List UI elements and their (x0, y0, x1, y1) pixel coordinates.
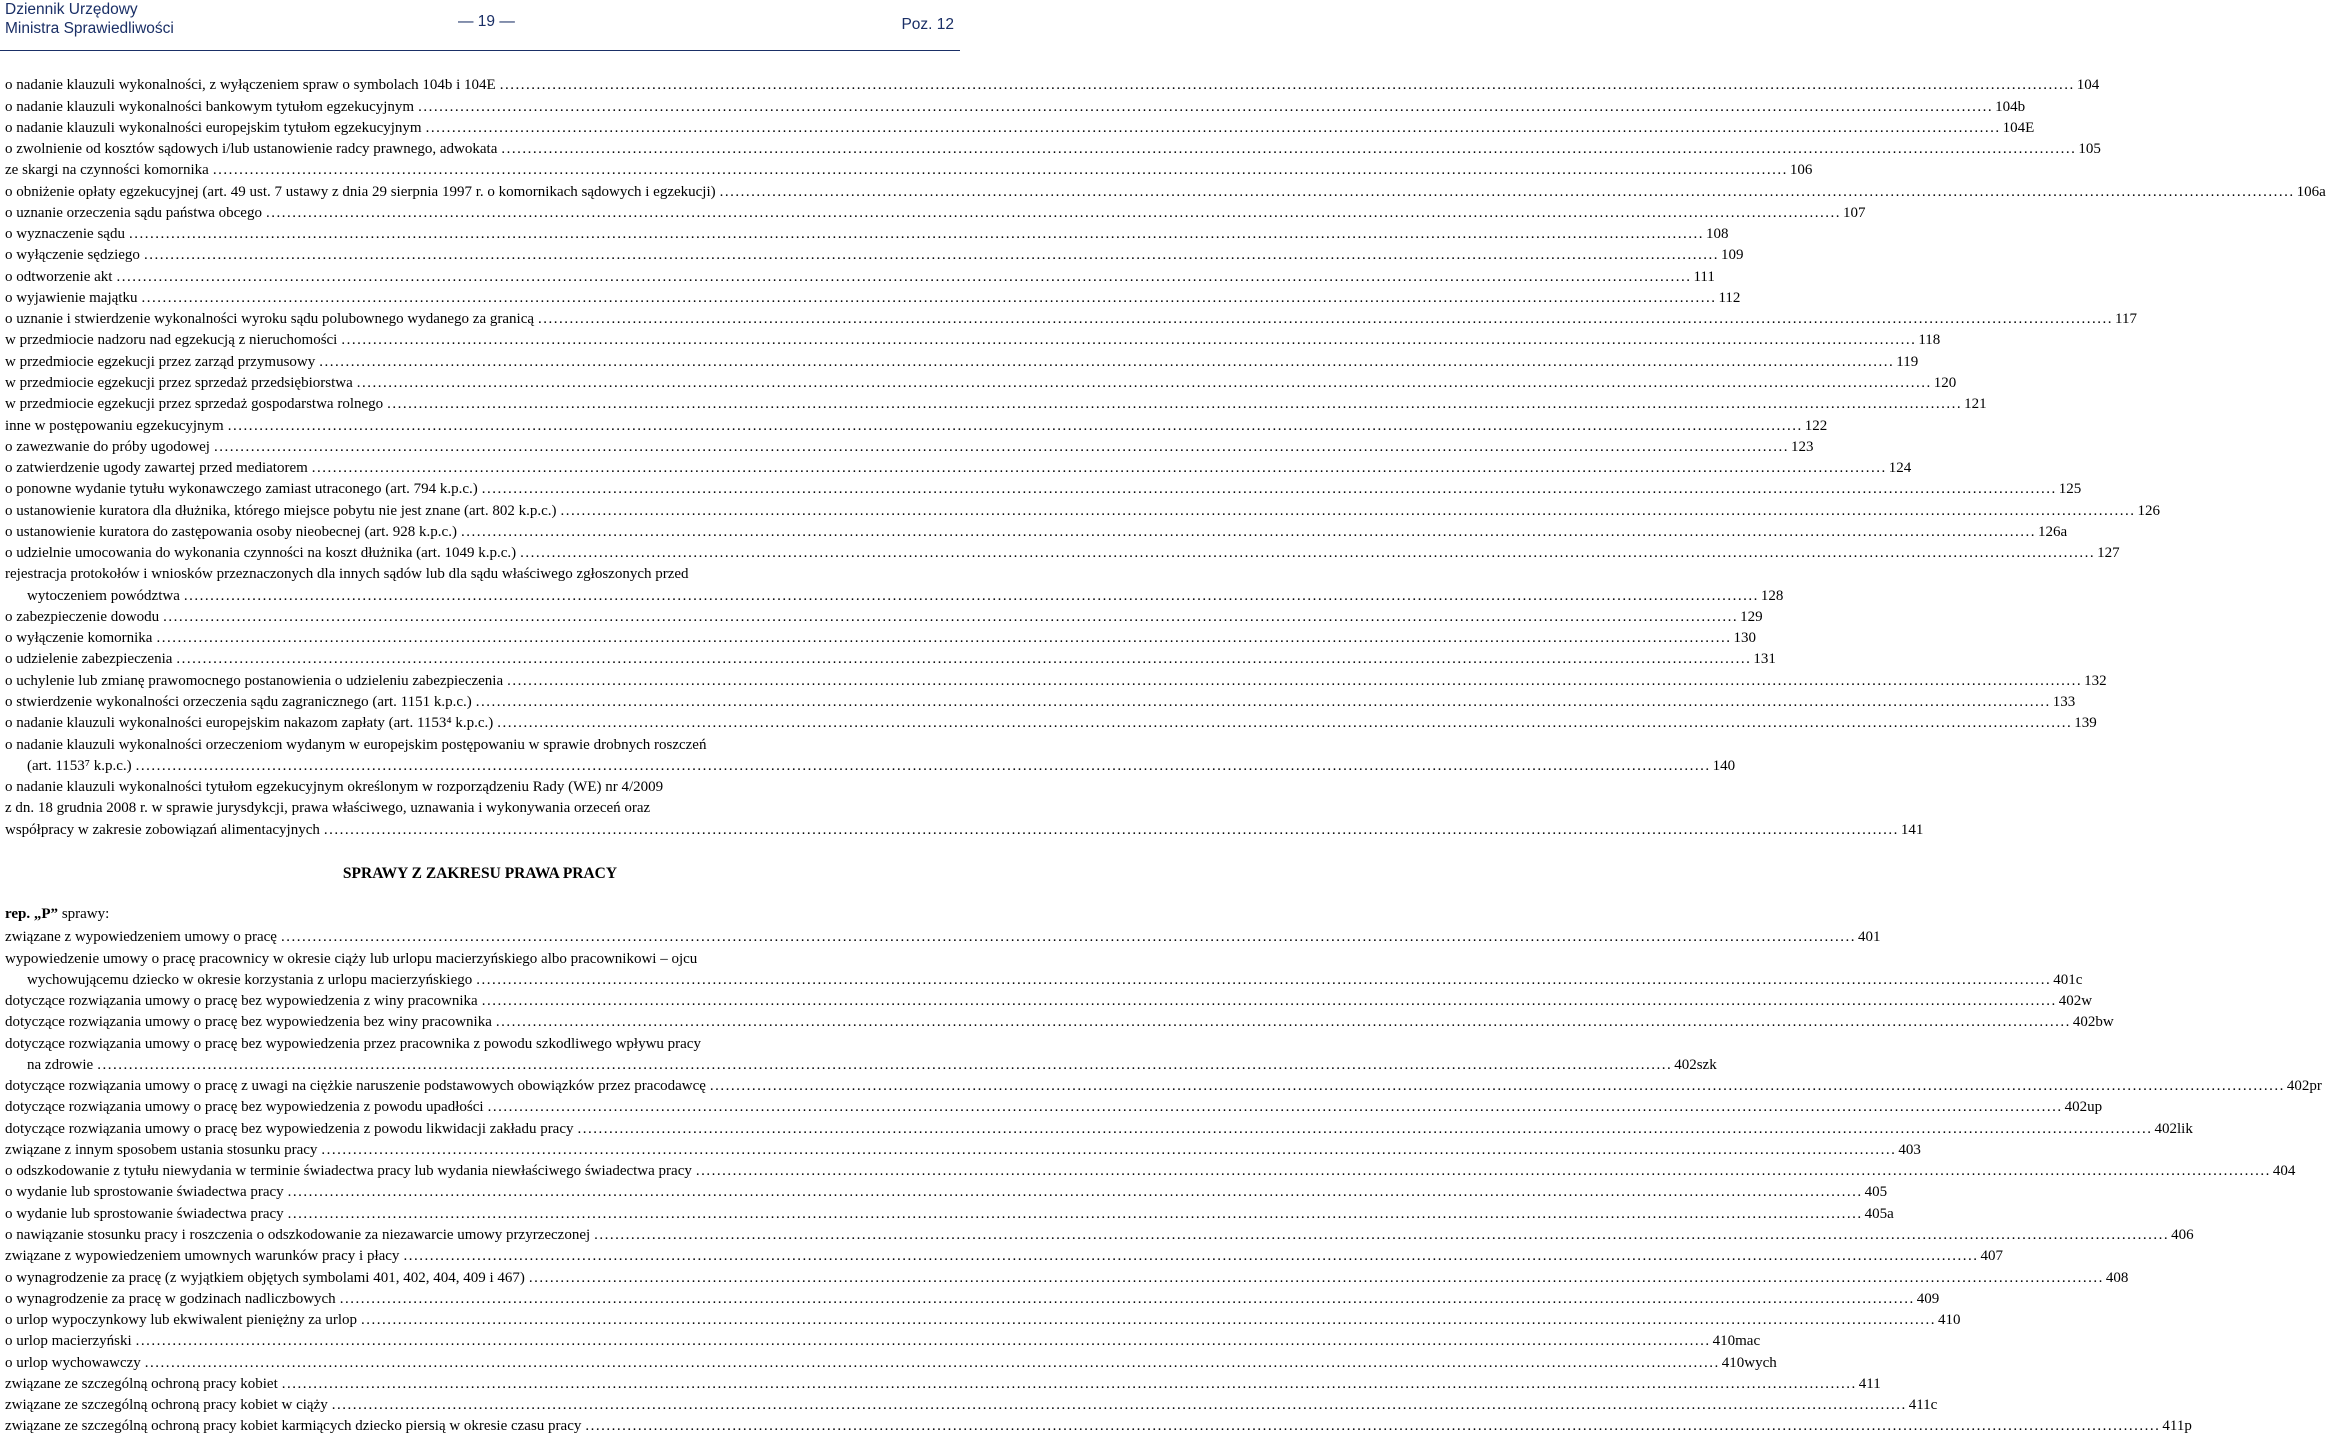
entry-symbol: 402w (2058, 993, 2093, 1010)
entry-lead-text: o nadanie klauzuli wykonalności orzeczeniom wydanym w europejskim postępowaniu w sprawie drobnych roszczeń (5, 736, 707, 753)
dot-leader: ............................................................................................................................................................................................................................................................................................................ (481, 993, 2057, 1010)
toc-entry (0, 714, 2097, 735)
dot-leader: ............................................................................................................................................................................................................................................................................................................ (163, 608, 1739, 625)
entry-symbol: 122 (1804, 417, 1828, 434)
entry-description: dotyczące rozwiązania umowy o pracę z uwagi na ciężkie naruszenie podstawowych obowiązków przez pracodawcę (5, 1078, 706, 1095)
dot-leader: ............................................................................................................................................................................................................................................................................................................ (287, 1205, 1863, 1222)
entry-description: o wydanie lub sprostowanie świadectwa pracy (5, 1205, 284, 1222)
dot-leader: ............................................................................................................................................................................................................................................................................................................ (528, 1269, 2104, 1286)
toc-entry (0, 289, 1741, 310)
entry-symbol: 127 (2097, 545, 2120, 562)
repertory-symbol: „P” (33, 906, 59, 922)
entry-description: o zwolnienie od kosztów sądowych i/lub ustanowienie radcy prawnego, adwokata (5, 141, 498, 158)
entry-symbol: 104b (1995, 98, 2026, 115)
toc-entry (0, 310, 2137, 331)
entry-description: o urlop wychowawczy (5, 1354, 141, 1371)
toc-entry (0, 1183, 1888, 1204)
entry-symbol: 121 (1964, 396, 1987, 413)
dot-leader: ............................................................................................................................................................................................................................................................................................................ (594, 1226, 2170, 1243)
repertory-prefix: rep. (5, 906, 31, 922)
toc-entry (0, 1162, 2296, 1183)
entry-description: wytoczeniem powództwa (27, 587, 180, 604)
entry-description: o obniżenie opłaty egzekucyjnej (art. 49 ust. 7 ustawy z dnia 29 sierpnia 1997 r. o komornikach sądowych i egzekucji) (5, 183, 716, 200)
dot-leader: ............................................................................................................................................................................................................................................................................................................ (183, 587, 1759, 604)
entry-symbol: 411c (1908, 1397, 1938, 1414)
entry-symbol: 119 (1896, 353, 1919, 370)
entry-symbol: 402up (2064, 1099, 2103, 1116)
entry-symbol: 109 (1720, 247, 1744, 264)
toc-entry (0, 267, 1715, 288)
entry-lead-text: z dn. 18 grudnia 2008 r. w sprawie jurysdykcji, prawa właściwego, uznawania i wykonywania orzeceń oraz (5, 800, 651, 817)
dot-leader: ............................................................................................................................................................................................................................................................................................................ (497, 715, 2073, 732)
entry-description: dotyczące rozwiązania umowy o pracę bez wypowiedzenia z powodu upadłości (5, 1099, 484, 1116)
section-title: SPRAWY Z ZAKRESU PRAWA PRACY (342, 865, 618, 882)
dot-leader: ............................................................................................................................................................................................................................................................................................................ (212, 162, 1788, 179)
toc-entry (0, 1332, 1761, 1353)
toc-entry (0, 544, 2120, 565)
entry-description: o ustanowienie kuratora dla dłużnika, którego miejsce pobytu nie jest znane (art. 802 k.p.c.) (5, 502, 557, 519)
entry-description: związane z wypowiedzeniem umowy o pracę (5, 929, 277, 946)
dot-leader: ............................................................................................................................................................................................................................................................................................................ (144, 1354, 1720, 1371)
entry-description: (art. 1153⁷ k.p.c.) (27, 757, 132, 774)
dot-leader: ............................................................................................................................................................................................................................................................................................................ (475, 693, 2051, 710)
toc-entry (0, 438, 1814, 459)
dot-leader: ............................................................................................................................................................................................................................................................................................................ (135, 1333, 1711, 1350)
entry-symbol: 126 (2137, 502, 2160, 519)
toc-entry (0, 1141, 1921, 1162)
toc-entry (0, 1204, 1894, 1225)
dot-leader: ............................................................................................................................................................................................................................................................................................................ (719, 183, 2295, 200)
toc-entry (0, 1417, 2192, 1438)
dot-leader: ............................................................................................................................................................................................................................................................................................................ (501, 141, 2077, 158)
entry-description: o nadanie klauzuli wykonalności bankowym tytułom egzekucyjnym (5, 98, 415, 115)
toc-entry (0, 1268, 2129, 1289)
entry-description: związane ze szczególną ochroną pracy kobiet w ciąży (5, 1397, 328, 1414)
entry-description: o wydanie lub sprostowanie świadectwa pracy (5, 1184, 284, 1201)
toc-entry (0, 757, 1736, 778)
dot-leader: ............................................................................................................................................................................................................................................................................................................ (476, 971, 2052, 988)
entry-symbol: 402pr (2286, 1078, 2322, 1095)
page-header (0, 0, 960, 50)
entry-symbol: 126a (2037, 523, 2068, 540)
toc-entry (0, 1077, 2322, 1098)
entry-description: o udzielenie zabezpieczenia (5, 651, 173, 668)
entry-lead-text: rejestracja protokołów i wniosków przeznaczonych dla innych sądów lub dla sądu właściwego zgłoszonych przed (5, 566, 689, 583)
toc-entry (0, 1396, 1938, 1417)
dot-leader: ............................................................................................................................................................................................................................................................................................................ (321, 1141, 1897, 1158)
toc-entry (0, 182, 2326, 203)
toc-entry (0, 671, 2107, 692)
dot-leader: ............................................................................................................................................................................................................................................................................................................ (265, 204, 1841, 221)
toc-entry (0, 97, 2026, 118)
toc-entry-continued (0, 1034, 960, 1055)
entry-description: w przedmiocie egzekucji przez zarząd przymusowy (5, 353, 316, 370)
entry-symbol: 124 (1888, 460, 1912, 477)
toc-entry (0, 992, 2093, 1013)
toc-entry (0, 608, 1763, 629)
entry-description: w przedmiocie egzekucji przez sprzedaż gospodarstwa rolnego (5, 396, 384, 413)
toc-entry (0, 331, 1941, 352)
entry-symbol: 125 (2058, 481, 2082, 498)
toc-entry (0, 161, 1813, 182)
entry-symbol: 132 (2084, 672, 2107, 689)
dot-leader: ............................................................................................................................................................................................................................................................................................................ (143, 247, 1719, 264)
dot-leader: ............................................................................................................................................................................................................................................................................................................ (311, 460, 1887, 477)
dot-leader: ............................................................................................................................................................................................................................................................................................................ (538, 311, 2114, 328)
entry-symbol: 410mac (1712, 1333, 1761, 1350)
dot-leader: ............................................................................................................................................................................................................................................................................................................ (97, 1056, 1673, 1073)
entry-symbol: 410wych (1721, 1354, 1777, 1371)
journal-masthead (5, 0, 174, 38)
entry-description: o wynagrodzenie za pracę w godzinach nadliczbowych (5, 1290, 336, 1307)
entry-description: o nadanie klauzuli wykonalności europejskim tytułom egzekucyjnym (5, 119, 422, 136)
entry-symbol: 117 (2115, 311, 2137, 328)
journal-title: Dziennik Urzędowy (5, 1, 138, 18)
entry-symbol: 408 (2105, 1269, 2129, 1286)
dot-leader: ............................................................................................................................................................................................................................................................................................................ (560, 502, 2136, 519)
toc-entry (0, 523, 2068, 544)
toc-entry (0, 352, 1919, 373)
entry-symbol: 402szk (1674, 1056, 1717, 1073)
entry-description: o odszkodowanie z tytułu niewydania w terminie świadectwa pracy lub wydania niewłaściwego świadectwa pracy (5, 1163, 692, 1180)
dot-leader: ............................................................................................................................................................................................................................................................................................................ (695, 1163, 2271, 1180)
entry-symbol: 401 (1857, 929, 1881, 946)
dot-leader: ............................................................................................................................................................................................................................................................................................................ (520, 545, 2096, 562)
toc-entry (0, 1290, 1940, 1311)
entry-description: dotyczące rozwiązania umowy o pracę bez wypowiedzenia bez winy pracownika (5, 1014, 492, 1031)
entry-symbol: 133 (2052, 693, 2076, 710)
entry-symbol: 141 (1900, 821, 1924, 838)
toc-entry (0, 480, 2082, 501)
toc-entry (0, 119, 2035, 140)
entry-symbol: 120 (1933, 374, 1957, 391)
dot-leader: ............................................................................................................................................................................................................................................................................................................ (141, 289, 1717, 306)
entry-description: na zdrowie (27, 1056, 94, 1073)
entry-symbol: 111 (1693, 268, 1715, 285)
entry-description: wychowującemu dziecko w okresie korzystania z urlopu macierzyńskiego (27, 971, 473, 988)
entry-symbol: 106 (1789, 162, 1813, 179)
entry-symbol: 405a (1864, 1205, 1894, 1222)
entry-symbol: 118 (1918, 332, 1941, 349)
repertory-label (5, 906, 109, 923)
toc-entry-continued (0, 565, 960, 586)
toc-entry (0, 459, 1912, 480)
entry-description: w przedmiocie egzekucji przez sprzedaż przedsiębiorstwa (5, 374, 353, 391)
case-symbol-list (0, 76, 2326, 842)
dot-leader: ............................................................................................................................................................................................................................................................................................................ (361, 1312, 1936, 1329)
toc-entry (0, 1098, 2103, 1119)
entry-description: o wynagrodzenie za pracę (z wyjątkiem objętych symbolami 401, 402, 404, 409 i 467) (5, 1269, 525, 1286)
toc-entry-continued (0, 799, 960, 820)
entry-description: współpracy w zakresie zobowiązań alimentacyjnych (5, 821, 320, 838)
entry-symbol: 105 (2078, 141, 2101, 158)
ministry-name: Ministra Sprawiedliwości (5, 20, 174, 37)
entry-description: o wyznaczenie sądu (5, 226, 125, 243)
entry-symbol: 409 (1916, 1290, 1940, 1307)
repertory-suffix: sprawy: (61, 906, 110, 922)
entry-symbol: 128 (1760, 587, 1784, 604)
entry-description: o odtworzenie akt (5, 268, 113, 285)
entry-description: o uznanie i stwierdzenie wykonalności wyroku sądu polubownego wydanego za granicą (5, 311, 535, 328)
entry-description: o zabezpieczenie dowodu (5, 608, 160, 625)
dot-leader: ............................................................................................................................................................................................................................................................................................................ (323, 821, 1899, 838)
toc-entry (0, 140, 2101, 161)
entry-description: związane ze szczególną ochroną pracy kobiet (5, 1375, 278, 1392)
entry-description: o nadanie klauzuli wykonalności, z wyłączeniem spraw o symbolach 104b i 104E (5, 77, 496, 94)
entry-symbol: 106a (2296, 183, 2326, 200)
toc-entry (0, 1311, 1961, 1332)
entry-symbol: 108 (1705, 226, 1729, 243)
entry-description: o nawiązanie stosunku pracy i roszczenia o odszkodowanie za niezawarcie umowy przyrzeczonej (5, 1226, 591, 1243)
header-divider (0, 50, 960, 51)
entry-description: o wyłączenie komornika (5, 630, 153, 647)
entry-symbol: 130 (1733, 630, 1756, 647)
entry-description: inne w postępowaniu egzekucyjnym (5, 417, 224, 434)
entry-symbol: 104 (2076, 77, 2100, 94)
entry-symbol: 407 (1980, 1248, 2003, 1265)
toc-entry (0, 1247, 2003, 1268)
entry-symbol: 104E (2002, 119, 2035, 136)
dot-leader: ............................................................................................................................................................................................................................................................................................................ (356, 374, 1932, 391)
entry-symbol: 402lik (2154, 1120, 2193, 1137)
toc-entry (0, 225, 1729, 246)
entry-description: w przedmiocie nadzoru nad egzekucją z nieruchomości (5, 332, 338, 349)
toc-entry-continued (0, 778, 960, 799)
entry-symbol: 123 (1790, 438, 1814, 455)
toc-entry (0, 501, 2160, 522)
dot-leader: ............................................................................................................................................................................................................................................................................................................ (341, 332, 1917, 349)
entry-symbol: 129 (1740, 608, 1763, 625)
toc-entry (0, 650, 1776, 671)
entry-symbol: 404 (2272, 1163, 2296, 1180)
dot-leader: ............................................................................................................................................................................................................................................................................................................ (487, 1099, 2063, 1116)
toc-entry (0, 1353, 1777, 1374)
toc-entry (0, 820, 1924, 841)
entry-symbol: 403 (1898, 1141, 1921, 1158)
entry-description: o wyłączenie sędziego (5, 247, 140, 264)
position-number: Poz. 12 (901, 16, 954, 33)
dot-leader: ............................................................................................................................................................................................................................................................................................................ (709, 1078, 2285, 1095)
dot-leader: ............................................................................................................................................................................................................................................................................................................ (213, 438, 1789, 455)
toc-entry (0, 246, 1744, 267)
entry-description: o uchylenie lub zmianę prawomocnego postanowienia o udzieleniu zabezpieczenia (5, 672, 504, 689)
entry-description: o stwierdzenie wykonalności orzeczenia sądu zagranicznego (art. 1151 k.p.c.) (5, 693, 472, 710)
entry-description: związane z innym sposobem ustania stosunku pracy (5, 1141, 318, 1158)
entry-symbol: 406 (2171, 1226, 2194, 1243)
dot-leader: ............................................................................................................................................................................................................................................................................................................ (128, 226, 1704, 243)
page-number: — 19 — (458, 13, 515, 30)
dot-leader: ............................................................................................................................................................................................................................................................................................................ (176, 651, 1752, 668)
dot-leader: ............................................................................................................................................................................................................................................................................................................ (281, 1375, 1857, 1392)
dot-leader: ............................................................................................................................................................................................................................................................................................................ (135, 757, 1711, 774)
toc-entry (0, 204, 1866, 225)
entry-description: związane z wypowiedzeniem umownych warunków pracy i płacy (5, 1248, 400, 1265)
dot-leader: ............................................................................................................................................................................................................................................................................................................ (507, 672, 2083, 689)
toc-entry (0, 76, 2100, 97)
toc-entry (0, 395, 1987, 416)
entry-description: związane ze szczególną ochroną pracy kobiet karmiących dziecko piersią w okresie czasu pracy (5, 1418, 582, 1435)
entry-description: dotyczące rozwiązania umowy o pracę bez wypowiedzenia z powodu likwidacji zakładu pracy (5, 1120, 574, 1137)
dot-leader: ............................................................................................................................................................................................................................................................................................................ (495, 1014, 2071, 1031)
entry-symbol: 402bw (2072, 1014, 2114, 1031)
entry-symbol: 410 (1938, 1312, 1961, 1329)
entry-symbol: 139 (2074, 715, 2097, 732)
dot-leader: ............................................................................................................................................................................................................................................................................................................ (319, 353, 1895, 370)
dot-leader: ............................................................................................................................................................................................................................................................................................................ (387, 396, 1963, 413)
dot-leader: ............................................................................................................................................................................................................................................................................................................ (481, 481, 2057, 498)
entry-description: o ponowne wydanie tytułu wykonawczego zamiast utraconego (art. 794 k.p.c.) (5, 481, 478, 498)
entry-symbol: 107 (1842, 204, 1866, 221)
toc-entry (0, 971, 2083, 992)
entry-description: o nadanie klauzuli wykonalności europejskim nakazom zapłaty (art. 1153⁴ k.p.c.) (5, 715, 494, 732)
entry-description: o urlop wypoczynkowy lub ekwiwalent pieniężny za urlop (5, 1312, 357, 1329)
entry-symbol: 140 (1712, 757, 1736, 774)
dot-leader: ............................................................................................................................................................................................................................................................................................................ (280, 929, 1856, 946)
entry-description: o udzielnie umocowania do wykonania czynności na koszt dłużnika (art. 1049 k.p.c.) (5, 545, 517, 562)
dot-leader: ............................................................................................................................................................................................................................................................................................................ (460, 523, 2036, 540)
toc-entry (0, 586, 1784, 607)
entry-lead-text: dotyczące rozwiązania umowy o pracę bez wypowiedzenia przez pracownika z powodu szkodliwego wpływu pracy (5, 1035, 701, 1052)
dot-leader: ............................................................................................................................................................................................................................................................................................................ (227, 417, 1803, 434)
entry-lead-text: wypowiedzenie umowy o pracę pracownicy w okresie ciąży lub urlopu macierzyńskiego albo pracownikowi – ojcu (5, 950, 698, 967)
entry-description: o zatwierdzenie ugody zawartej przed mediatorem (5, 460, 308, 477)
entry-description: o uznanie orzeczenia sądu państwa obcego (5, 204, 262, 221)
dot-leader: ............................................................................................................................................................................................................................................................................................................ (339, 1290, 1915, 1307)
toc-entry (0, 928, 1881, 949)
toc-entry (0, 1013, 2114, 1034)
entry-lead-text: o nadanie klauzuli wykonalności tytułom egzekucyjnym określonym w rozporządzeniu Rady (WE) nr 4/2009 (5, 779, 664, 796)
toc-entry (0, 1056, 1717, 1077)
toc-entry (0, 374, 1957, 395)
toc-entry (0, 1375, 1881, 1396)
toc-entry (0, 416, 1828, 437)
toc-entry (0, 629, 1756, 650)
entry-symbol: 411p (2162, 1418, 2192, 1435)
entry-description: o zawezwanie do próby ugodowej (5, 438, 210, 455)
entry-description: o ustanowienie kuratora do zastępowania osoby nieobecnej (art. 928 k.p.c.) (5, 523, 457, 540)
dot-leader: ............................................................................................................................................................................................................................................................................................................ (585, 1418, 2161, 1435)
dot-leader: ............................................................................................................................................................................................................................................................................................................ (331, 1397, 1907, 1414)
toc-entry (0, 1119, 2193, 1140)
dot-leader: ............................................................................................................................................................................................................................................................................................................ (116, 268, 1692, 285)
toc-entry (0, 693, 2076, 714)
entry-symbol: 411 (1858, 1375, 1881, 1392)
dot-leader: ............................................................................................................................................................................................................................................................................................................ (425, 119, 2001, 136)
entry-symbol: 131 (1753, 651, 1776, 668)
entry-description: ze skargi na czynności komornika (5, 162, 209, 179)
entry-symbol: 405 (1864, 1184, 1888, 1201)
entry-description: o wyjawienie majątku (5, 289, 138, 306)
dot-leader: ............................................................................................................................................................................................................................................................................................................ (418, 98, 1994, 115)
entry-description: dotyczące rozwiązania umowy o pracę bez wypowiedzenia z winy pracownika (5, 993, 478, 1010)
entry-description: o urlop macierzyński (5, 1333, 132, 1350)
dot-leader: ............................................................................................................................................................................................................................................................................................................ (499, 77, 2075, 94)
dot-leader: ............................................................................................................................................................................................................................................................................................................ (156, 630, 1732, 647)
dot-leader: ............................................................................................................................................................................................................................................................................................................ (287, 1184, 1863, 1201)
toc-entry-continued (0, 949, 960, 970)
toc-entry-continued (0, 735, 960, 756)
entry-symbol: 112 (1718, 289, 1741, 306)
dot-leader: ............................................................................................................................................................................................................................................................................................................ (403, 1248, 1979, 1265)
toc-entry (0, 1226, 2194, 1247)
dot-leader: ............................................................................................................................................................................................................................................................................................................ (577, 1120, 2153, 1137)
labor-case-list (0, 928, 2322, 1438)
entry-symbol: 401c (2053, 971, 2083, 988)
